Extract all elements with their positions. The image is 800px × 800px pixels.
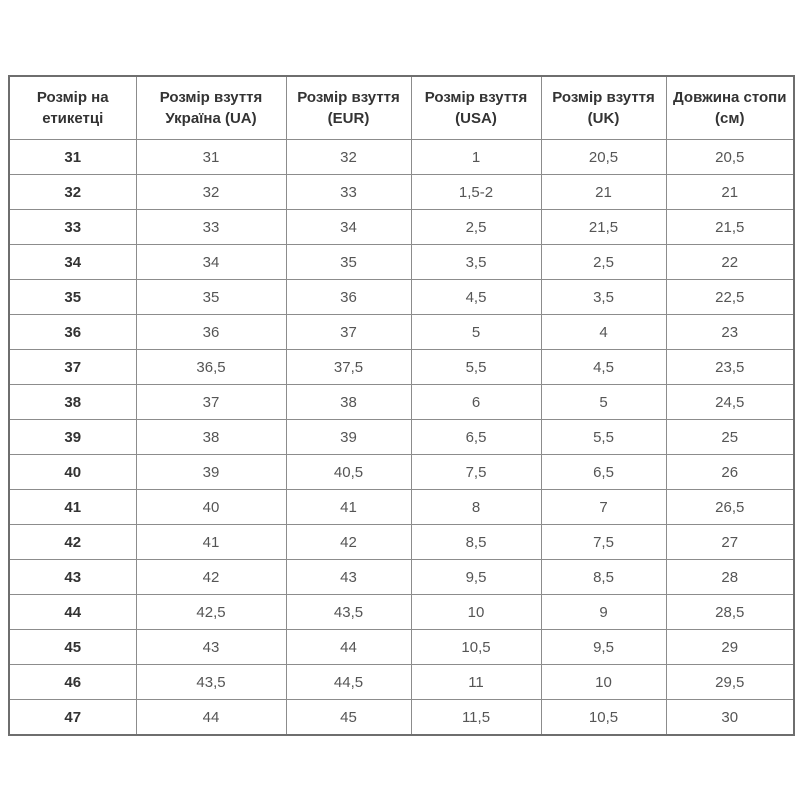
cell-value: 3,5 (541, 280, 666, 315)
cell-value: 22 (666, 245, 794, 280)
cell-value: 44,5 (286, 665, 411, 700)
cell-value: 6 (411, 385, 541, 420)
cell-value: 32 (286, 140, 411, 175)
cell-value: 28 (666, 560, 794, 595)
cell-label-size: 46 (9, 665, 136, 700)
header-row (9, 76, 794, 140)
table-row (9, 210, 794, 245)
cell-value: 7 (541, 490, 666, 525)
cell-label-size: 38 (9, 385, 136, 420)
cell-value: 4 (541, 315, 666, 350)
cell-value: 10,5 (541, 700, 666, 736)
cell-value: 36 (136, 315, 286, 350)
cell-value: 1 (411, 140, 541, 175)
cell-label-size: 34 (9, 245, 136, 280)
cell-value: 5,5 (411, 350, 541, 385)
cell-label-size: 35 (9, 280, 136, 315)
cell-value: 44 (136, 700, 286, 736)
cell-value: 33 (136, 210, 286, 245)
table-row (9, 315, 794, 350)
cell-value: 26,5 (666, 490, 794, 525)
cell-value: 39 (136, 455, 286, 490)
table-row (9, 560, 794, 595)
cell-value: 36,5 (136, 350, 286, 385)
cell-value: 7,5 (541, 525, 666, 560)
cell-value: 23,5 (666, 350, 794, 385)
cell-value: 35 (136, 280, 286, 315)
cell-value: 29,5 (666, 665, 794, 700)
cell-value: 37,5 (286, 350, 411, 385)
cell-value: 35 (286, 245, 411, 280)
cell-label-size: 36 (9, 315, 136, 350)
cell-value: 43,5 (136, 665, 286, 700)
cell-value: 22,5 (666, 280, 794, 315)
cell-value: 1,5-2 (411, 175, 541, 210)
cell-value: 10,5 (411, 630, 541, 665)
cell-value: 21,5 (666, 210, 794, 245)
cell-value: 27 (666, 525, 794, 560)
table-row (9, 595, 794, 630)
cell-label-size: 42 (9, 525, 136, 560)
cell-value: 40,5 (286, 455, 411, 490)
cell-value: 42 (286, 525, 411, 560)
cell-value: 41 (136, 525, 286, 560)
shoe-size-conversion-table (8, 75, 795, 736)
cell-value: 23 (666, 315, 794, 350)
cell-value: 32 (136, 175, 286, 210)
table-row (9, 665, 794, 700)
cell-value: 45 (286, 700, 411, 736)
cell-value: 31 (136, 140, 286, 175)
cell-value: 43,5 (286, 595, 411, 630)
cell-label-size: 47 (9, 700, 136, 736)
header-usa-size: Розмір взуття (USA) (411, 76, 541, 140)
cell-value: 20,5 (666, 140, 794, 175)
table-row (9, 420, 794, 455)
table-row (9, 280, 794, 315)
table-row (9, 490, 794, 525)
cell-value: 10 (411, 595, 541, 630)
cell-value: 43 (136, 630, 286, 665)
cell-value: 33 (286, 175, 411, 210)
cell-value: 38 (286, 385, 411, 420)
cell-value: 8 (411, 490, 541, 525)
cell-value: 21,5 (541, 210, 666, 245)
cell-label-size: 32 (9, 175, 136, 210)
cell-value: 10 (541, 665, 666, 700)
table-row (9, 385, 794, 420)
cell-label-size: 40 (9, 455, 136, 490)
cell-value: 2,5 (411, 210, 541, 245)
cell-value: 3,5 (411, 245, 541, 280)
cell-value: 5 (411, 315, 541, 350)
cell-value: 21 (666, 175, 794, 210)
cell-label-size: 45 (9, 630, 136, 665)
header-foot-length: Довжина стопи (см) (666, 76, 794, 140)
cell-value: 8,5 (411, 525, 541, 560)
cell-value: 28,5 (666, 595, 794, 630)
cell-value: 30 (666, 700, 794, 736)
cell-value: 37 (286, 315, 411, 350)
cell-value: 4,5 (541, 350, 666, 385)
cell-value: 8,5 (541, 560, 666, 595)
cell-value: 2,5 (541, 245, 666, 280)
cell-value: 11 (411, 665, 541, 700)
cell-value: 43 (286, 560, 411, 595)
cell-value: 6,5 (541, 455, 666, 490)
cell-value: 39 (286, 420, 411, 455)
cell-value: 9,5 (411, 560, 541, 595)
table-row (9, 140, 794, 175)
cell-value: 34 (286, 210, 411, 245)
table-row (9, 350, 794, 385)
table-body (9, 140, 794, 736)
cell-value: 7,5 (411, 455, 541, 490)
cell-value: 34 (136, 245, 286, 280)
cell-value: 20,5 (541, 140, 666, 175)
cell-value: 42 (136, 560, 286, 595)
header-label-size: Розмір на етикетці (9, 76, 136, 140)
header-eur-size: Розмір взуття (EUR) (286, 76, 411, 140)
cell-value: 26 (666, 455, 794, 490)
cell-label-size: 44 (9, 595, 136, 630)
cell-value: 25 (666, 420, 794, 455)
table-row (9, 630, 794, 665)
cell-value: 21 (541, 175, 666, 210)
cell-value: 36 (286, 280, 411, 315)
cell-label-size: 31 (9, 140, 136, 175)
cell-label-size: 43 (9, 560, 136, 595)
cell-label-size: 33 (9, 210, 136, 245)
cell-value: 9,5 (541, 630, 666, 665)
cell-value: 44 (286, 630, 411, 665)
cell-label-size: 41 (9, 490, 136, 525)
cell-label-size: 39 (9, 420, 136, 455)
cell-value: 29 (666, 630, 794, 665)
cell-value: 40 (136, 490, 286, 525)
cell-value: 5,5 (541, 420, 666, 455)
table-row (9, 245, 794, 280)
table-row (9, 455, 794, 490)
cell-value: 37 (136, 385, 286, 420)
cell-value: 4,5 (411, 280, 541, 315)
cell-label-size: 37 (9, 350, 136, 385)
cell-value: 6,5 (411, 420, 541, 455)
cell-value: 9 (541, 595, 666, 630)
cell-value: 5 (541, 385, 666, 420)
header-ua-size: Розмір взуття Україна (UA) (136, 76, 286, 140)
header-uk-size: Розмір взуття (UK) (541, 76, 666, 140)
cell-value: 38 (136, 420, 286, 455)
table-row (9, 700, 794, 736)
table-row (9, 525, 794, 560)
cell-value: 11,5 (411, 700, 541, 736)
table-row (9, 175, 794, 210)
cell-value: 42,5 (136, 595, 286, 630)
table-header (9, 76, 794, 140)
cell-value: 24,5 (666, 385, 794, 420)
cell-value: 41 (286, 490, 411, 525)
